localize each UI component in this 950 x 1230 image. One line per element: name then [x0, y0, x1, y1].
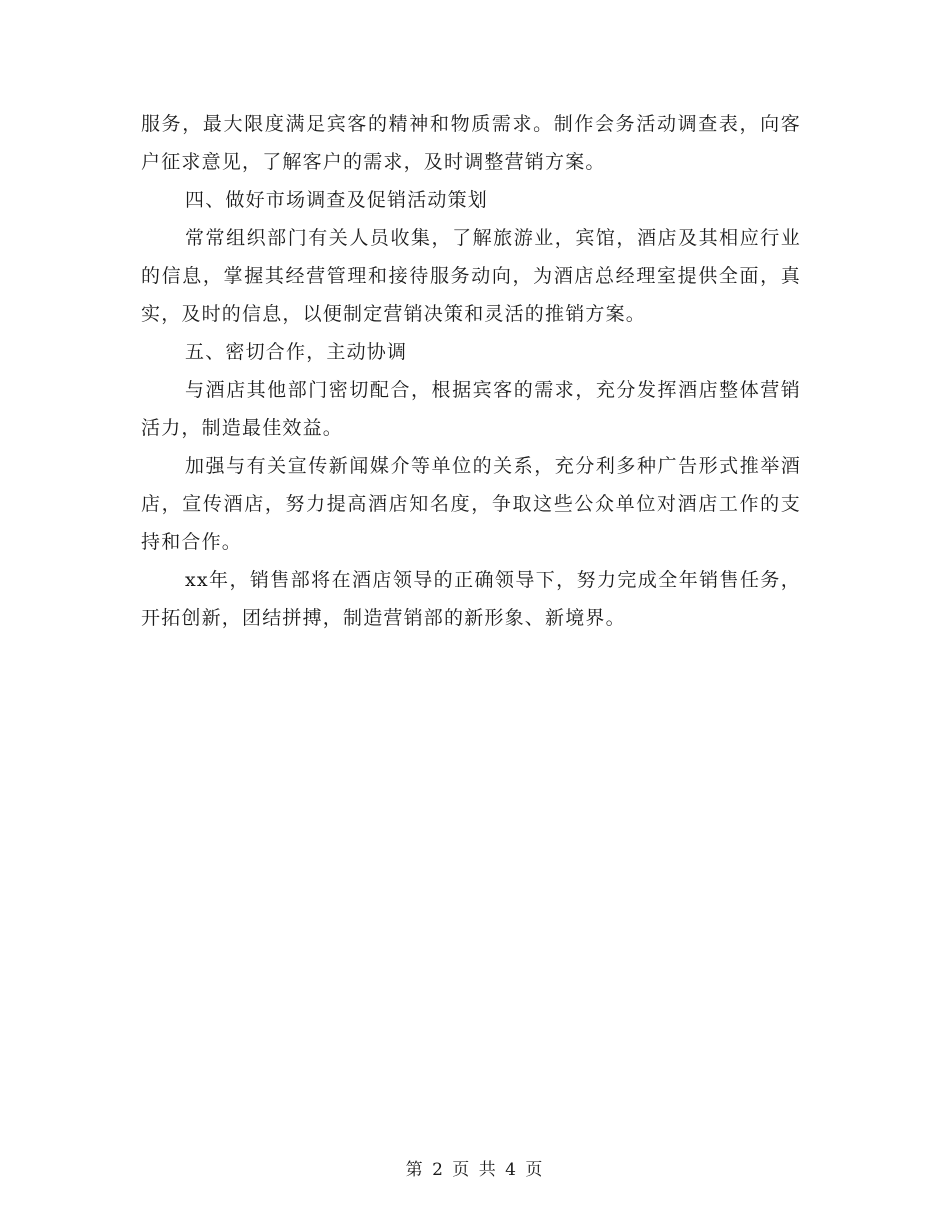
paragraph-cooperation: 与酒店其他部门密切配合，根据宾客的需求，充分发挥酒店整体营销活力，制造最佳效益。 [141, 379, 801, 439]
paragraph-annual-goal: xx年，销售部将在酒店领导的正确领导下，努力完成全年销售任务，开拓创新，团结拼搏，制造营销部的新形象、新境界。 [141, 569, 801, 629]
paragraph-continuation: 服务，最大限度满足宾客的精神和物质需求。制作会务活动调查表，向客户征求意见，了解客户的需求，及时调整营销方案。 [141, 113, 801, 173]
paragraph-market-research: 常常组织部门有关人员收集，了解旅游业，宾馆，酒店及其相应行业的信息，掌握其经营管理和接待服务动向，为酒店总经理室提供全面，真实，及时的信息，以便制定营销决策和灵活的推销方案。 [141, 227, 801, 325]
section-heading-market-research: 四、做好市场调查及促销活动策划 [185, 189, 489, 211]
document-body [141, 105, 801, 637]
paragraph-media-relations: 加强与有关宣传新闻媒介等单位的关系，充分利多种广告形式推举酒店，宣传酒店，努力提高酒店知名度，争取这些公众单位对酒店工作的支持和合作。 [141, 455, 801, 553]
page-number-footer: 第 2 页 共 4 页 [405, 1160, 545, 1180]
section-heading-cooperation: 五、密切合作，主动协调 [185, 341, 408, 363]
